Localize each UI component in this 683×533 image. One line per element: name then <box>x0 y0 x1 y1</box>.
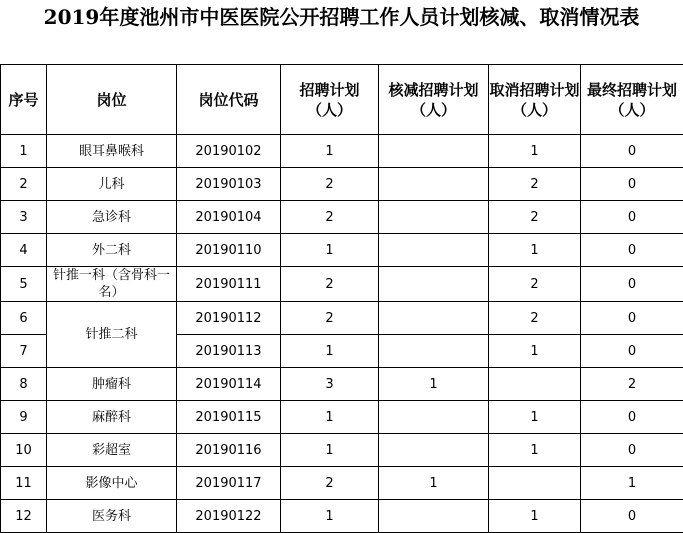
cell-cancel: 2 <box>489 267 581 302</box>
cell-cancel: 1 <box>489 135 581 168</box>
cell-code: 20190114 <box>177 368 281 401</box>
cell-reduce <box>379 267 489 302</box>
cell-code: 20190103 <box>177 168 281 201</box>
cell-plan: 1 <box>281 434 379 467</box>
cell-final: 0 <box>581 267 683 302</box>
table-row <box>1 267 683 302</box>
cell-final: 0 <box>581 168 683 201</box>
cell-code: 20190104 <box>177 201 281 234</box>
cell-final: 1 <box>581 467 683 500</box>
cell-plan: 3 <box>281 368 379 401</box>
cell-code: 20190113 <box>177 335 281 368</box>
table-row <box>1 168 683 201</box>
cell-position: 影像中心 <box>47 467 177 500</box>
cell-position: 彩超室 <box>47 434 177 467</box>
cell-no: 4 <box>1 234 47 267</box>
cell-reduce <box>379 234 489 267</box>
cell-no: 11 <box>1 467 47 500</box>
cell-no: 3 <box>1 201 47 234</box>
header-plan: 招聘计划（人） <box>281 65 379 135</box>
cell-code: 20190122 <box>177 500 281 533</box>
cell-final: 0 <box>581 201 683 234</box>
cell-reduce <box>379 434 489 467</box>
cell-cancel: 2 <box>489 168 581 201</box>
table-row <box>1 467 683 500</box>
header-position: 岗位 <box>47 65 177 135</box>
cell-cancel <box>489 467 581 500</box>
cell-plan: 1 <box>281 335 379 368</box>
cell-position: 针推二科 <box>47 302 177 368</box>
cell-plan: 2 <box>281 201 379 234</box>
cell-no: 8 <box>1 368 47 401</box>
cell-plan: 1 <box>281 401 379 434</box>
cell-no: 1 <box>1 135 47 168</box>
cell-reduce <box>379 500 489 533</box>
cell-position: 医务科 <box>47 500 177 533</box>
table-row <box>1 234 683 267</box>
page-title: 2019年度池州市中医医院公开招聘工作人员计划核减、取消情况表 <box>0 0 683 64</box>
cell-cancel: 2 <box>489 201 581 234</box>
cell-plan: 2 <box>281 168 379 201</box>
cell-plan: 1 <box>281 135 379 168</box>
cell-reduce: 1 <box>379 368 489 401</box>
cell-position: 外二科 <box>47 234 177 267</box>
cell-final: 0 <box>581 302 683 335</box>
cell-cancel: 1 <box>489 335 581 368</box>
table-row <box>1 135 683 168</box>
cell-cancel: 1 <box>489 401 581 434</box>
cell-no: 2 <box>1 168 47 201</box>
cell-final: 0 <box>581 500 683 533</box>
table-row <box>1 201 683 234</box>
header-no: 序号 <box>1 65 47 135</box>
cell-code: 20190116 <box>177 434 281 467</box>
cell-position: 肿瘤科 <box>47 368 177 401</box>
cell-code: 20190115 <box>177 401 281 434</box>
cell-reduce <box>379 201 489 234</box>
cell-reduce <box>379 135 489 168</box>
cell-cancel <box>489 368 581 401</box>
cell-code: 20190117 <box>177 467 281 500</box>
cell-position: 儿科 <box>47 168 177 201</box>
cell-plan: 1 <box>281 234 379 267</box>
table-row <box>1 434 683 467</box>
table-row <box>1 302 683 335</box>
recruitment-table <box>0 64 683 533</box>
header-code: 岗位代码 <box>177 65 281 135</box>
header-final: 最终招聘计划（人） <box>581 65 683 135</box>
cell-cancel: 2 <box>489 302 581 335</box>
cell-reduce <box>379 401 489 434</box>
cell-cancel: 1 <box>489 234 581 267</box>
cell-final: 0 <box>581 234 683 267</box>
cell-plan: 1 <box>281 500 379 533</box>
cell-no: 12 <box>1 500 47 533</box>
cell-plan: 2 <box>281 267 379 302</box>
cell-plan: 2 <box>281 467 379 500</box>
cell-reduce <box>379 168 489 201</box>
cell-reduce: 1 <box>379 467 489 500</box>
cell-final: 0 <box>581 401 683 434</box>
cell-code: 20190111 <box>177 267 281 302</box>
cell-cancel: 1 <box>489 500 581 533</box>
table-row <box>1 401 683 434</box>
cell-no: 5 <box>1 267 47 302</box>
cell-reduce <box>379 302 489 335</box>
cell-plan: 2 <box>281 302 379 335</box>
cell-no: 6 <box>1 302 47 335</box>
cell-position: 眼耳鼻喉科 <box>47 135 177 168</box>
header-row <box>1 65 683 135</box>
cell-cancel: 1 <box>489 434 581 467</box>
cell-final: 0 <box>581 135 683 168</box>
cell-position: 麻醉科 <box>47 401 177 434</box>
cell-no: 9 <box>1 401 47 434</box>
cell-no: 7 <box>1 335 47 368</box>
cell-final: 2 <box>581 368 683 401</box>
header-reduce: 核减招聘计划（人） <box>379 65 489 135</box>
cell-position: 针推一科（含骨科一名） <box>47 267 177 302</box>
cell-position: 急诊科 <box>47 201 177 234</box>
cell-reduce <box>379 335 489 368</box>
cell-final: 0 <box>581 434 683 467</box>
cell-final: 0 <box>581 335 683 368</box>
cell-no: 10 <box>1 434 47 467</box>
header-cancel: 取消招聘计划（人） <box>489 65 581 135</box>
cell-code: 20190102 <box>177 135 281 168</box>
cell-code: 20190110 <box>177 234 281 267</box>
table-row <box>1 500 683 533</box>
cell-code: 20190112 <box>177 302 281 335</box>
table-row <box>1 368 683 401</box>
